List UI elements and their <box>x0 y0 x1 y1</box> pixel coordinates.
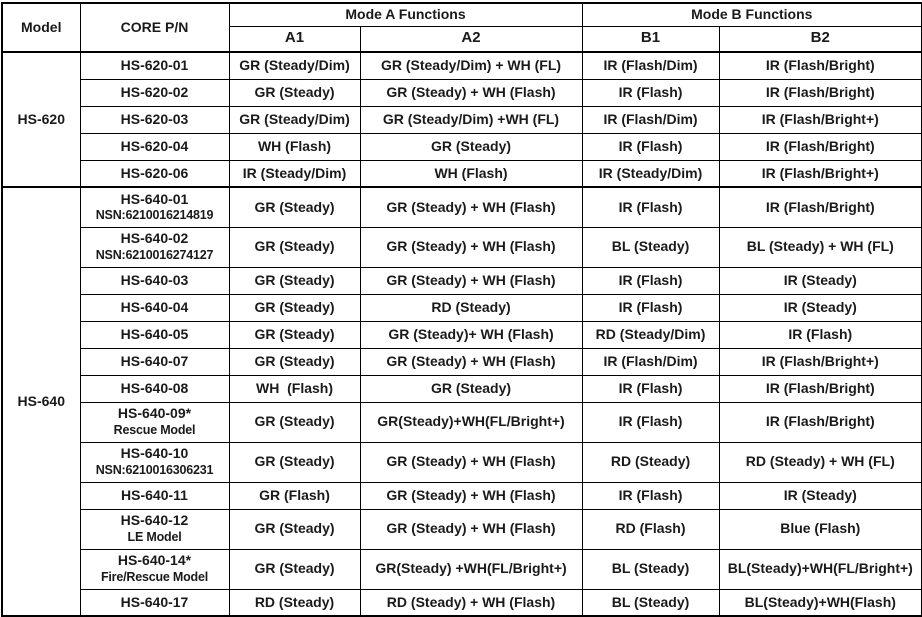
model-cell: HS-620 <box>2 52 80 187</box>
core-pn-number: HS-640-02 <box>120 230 189 247</box>
core-pn-cell <box>80 321 229 348</box>
core-pn-cell <box>80 549 229 589</box>
table-row <box>2 133 922 160</box>
b2-function-cell: BL(Steady)+WH(Flash) <box>719 589 922 616</box>
table-row <box>2 442 922 482</box>
core-pn-number: HS-640-04 <box>120 298 189 315</box>
b2-function-cell: IR (Flash) <box>719 321 922 348</box>
table-row <box>2 321 922 348</box>
b1-function-cell: BL (Steady) <box>582 549 719 589</box>
a2-function-cell: GR (Steady) + WH (Flash) <box>360 509 582 549</box>
a1-function-cell: GR (Steady) <box>229 227 360 267</box>
a1-function-cell: GR (Steady/Dim) <box>229 106 360 133</box>
b2-function-cell: IR (Steady) <box>719 267 922 294</box>
table-row <box>2 509 922 549</box>
b1-function-cell: IR (Flash/Dim) <box>582 52 719 79</box>
a1-function-cell: RD (Steady) <box>229 589 360 616</box>
core-pn-subtitle: LE Model <box>127 529 182 544</box>
table-row <box>2 160 922 187</box>
b1-function-cell: IR (Flash) <box>582 79 719 106</box>
b1-function-cell: IR (Flash) <box>582 133 719 160</box>
b1-function-cell: IR (Flash/Dim) <box>582 106 719 133</box>
a1-function-cell: WH (Flash) <box>229 375 360 402</box>
b1-function-cell: RD (Steady) <box>582 442 719 482</box>
table-row <box>2 187 922 227</box>
table-header <box>2 3 922 52</box>
a2-function-cell: GR (Steady) + WH (Flash) <box>360 442 582 482</box>
a1-function-cell: IR (Steady/Dim) <box>229 160 360 187</box>
a1-function-cell: GR (Steady/Dim) <box>229 52 360 79</box>
b1-function-cell: IR (Flash) <box>582 187 719 227</box>
a1-function-cell: GR (Steady) <box>229 348 360 375</box>
core-pn-number: HS-620-02 <box>120 83 189 100</box>
header-b1: B1 <box>582 26 719 52</box>
a1-function-cell: GR (Flash) <box>229 482 360 509</box>
a2-function-cell: GR(Steady) +WH(FL/Bright+) <box>360 549 582 589</box>
core-pn-number: HS-640-01 <box>120 190 189 207</box>
b2-function-cell: BL(Steady)+WH(FL/Bright+) <box>719 549 922 589</box>
a2-function-cell: GR (Steady/Dim) + WH (FL) <box>360 52 582 79</box>
core-pn-number: HS-640-10 <box>120 445 189 462</box>
table-row <box>2 106 922 133</box>
core-pn-cell <box>80 267 229 294</box>
table-row <box>2 348 922 375</box>
a1-function-cell: GR (Steady) <box>229 549 360 589</box>
table-row <box>2 549 922 589</box>
table-row <box>2 52 922 79</box>
table-row <box>2 294 922 321</box>
a2-function-cell: RD (Steady) + WH (Flash) <box>360 589 582 616</box>
core-pn-cell <box>80 52 229 79</box>
a2-function-cell: GR (Steady/Dim) +WH (FL) <box>360 106 582 133</box>
core-pn-number: HS-640-17 <box>120 593 189 610</box>
a2-function-cell: GR(Steady)+WH(FL/Bright+) <box>360 402 582 442</box>
a2-function-cell: GR (Steady) + WH (Flash) <box>360 348 582 375</box>
header-core-pn: CORE P/N <box>80 3 229 52</box>
core-pn-cell <box>80 133 229 160</box>
model-cell: HS-640 <box>2 187 80 616</box>
core-pn-number: HS-640-08 <box>120 379 189 396</box>
a2-function-cell: WH (Flash) <box>360 160 582 187</box>
a2-function-cell: GR (Steady) + WH (Flash) <box>360 187 582 227</box>
b2-function-cell: IR (Flash/Bright) <box>719 187 922 227</box>
b2-function-cell: Blue (Flash) <box>719 509 922 549</box>
b2-function-cell: IR (Steady) <box>719 482 922 509</box>
a1-function-cell: WH (Flash) <box>229 133 360 160</box>
a2-function-cell: GR (Steady) + WH (Flash) <box>360 267 582 294</box>
a1-function-cell: GR (Steady) <box>229 267 360 294</box>
a1-function-cell: GR (Steady) <box>229 402 360 442</box>
b1-function-cell: IR (Flash/Dim) <box>582 348 719 375</box>
core-pn-cell <box>80 348 229 375</box>
table-row <box>2 227 922 267</box>
core-pn-subtitle: NSN:6210016274127 <box>95 247 214 262</box>
a2-function-cell: GR (Steady) <box>360 133 582 160</box>
a1-function-cell: GR (Steady) <box>229 442 360 482</box>
core-pn-cell <box>80 79 229 106</box>
a1-function-cell: GR (Steady) <box>229 79 360 106</box>
a1-function-cell: GR (Steady) <box>229 294 360 321</box>
b1-function-cell: IR (Flash) <box>582 375 719 402</box>
core-pn-subtitle: NSN:6210016214819 <box>95 208 214 223</box>
b2-function-cell: IR (Flash/Bright) <box>719 52 922 79</box>
table-row <box>2 402 922 442</box>
core-pn-cell <box>80 160 229 187</box>
core-pn-cell <box>80 227 229 267</box>
b1-function-cell: IR (Flash) <box>582 294 719 321</box>
header-row-groups <box>2 3 922 26</box>
a1-function-cell: GR (Steady) <box>229 187 360 227</box>
core-pn-subtitle: Rescue Model <box>113 422 196 437</box>
core-pn-number: HS-620-01 <box>120 57 189 73</box>
b1-function-cell: IR (Flash) <box>582 267 719 294</box>
b2-function-cell: IR (Flash/Bright) <box>719 133 922 160</box>
a2-function-cell: GR (Steady) + WH (Flash) <box>360 227 582 267</box>
b2-function-cell: IR (Flash/Bright+) <box>719 106 922 133</box>
core-pn-number: HS-640-05 <box>120 325 189 342</box>
b1-function-cell: RD (Steady/Dim) <box>582 321 719 348</box>
core-pn-cell <box>80 509 229 549</box>
core-pn-cell <box>80 187 229 227</box>
table-row <box>2 589 922 616</box>
a2-function-cell: GR (Steady) + WH (Flash) <box>360 482 582 509</box>
core-pn-number: HS-640-12 <box>120 512 189 529</box>
core-pn-subtitle: NSN:6210016306231 <box>95 462 214 477</box>
b2-function-cell: IR (Flash/Bright) <box>719 375 922 402</box>
b2-function-cell: RD (Steady) + WH (FL) <box>719 442 922 482</box>
core-pn-subtitle: Fire/Rescue Model <box>100 569 209 584</box>
b2-function-cell: IR (Flash/Bright+) <box>719 160 922 187</box>
header-a2: A2 <box>360 26 582 52</box>
b1-function-cell: IR (Steady/Dim) <box>582 160 719 187</box>
table-row <box>2 267 922 294</box>
a2-function-cell: RD (Steady) <box>360 294 582 321</box>
core-pn-cell <box>80 589 229 616</box>
table-body <box>2 52 922 616</box>
core-pn-cell <box>80 294 229 321</box>
b2-function-cell: IR (Flash/Bright+) <box>719 348 922 375</box>
header-b2: B2 <box>719 26 922 52</box>
core-pn-number: HS-640-03 <box>120 271 189 288</box>
b1-function-cell: BL (Steady) <box>582 227 719 267</box>
table-row <box>2 79 922 106</box>
core-pn-number: HS-620-06 <box>120 164 189 181</box>
core-pn-number: HS-640-11 <box>121 486 188 503</box>
core-pn-cell <box>80 106 229 133</box>
b1-function-cell: IR (Flash) <box>582 402 719 442</box>
core-pn-cell <box>80 442 229 482</box>
core-pn-number: HS-640-09* <box>117 405 192 422</box>
header-a1: A1 <box>229 26 360 52</box>
a2-function-cell: GR (Steady) + WH (Flash) <box>360 79 582 106</box>
header-mode-a: Mode A Functions <box>229 3 582 26</box>
b2-function-cell: IR (Flash/Bright) <box>719 402 922 442</box>
b2-function-cell: BL (Steady) + WH (FL) <box>719 227 922 267</box>
core-pn-number: HS-640-14* <box>117 552 192 569</box>
header-model: Model <box>2 3 80 52</box>
core-pn-number: HS-640-07 <box>120 352 189 369</box>
core-pn-number: HS-620-03 <box>120 110 189 127</box>
a1-function-cell: GR (Steady) <box>229 509 360 549</box>
b1-function-cell: RD (Flash) <box>582 509 719 549</box>
b1-function-cell: IR (Flash) <box>582 482 719 509</box>
a1-function-cell: GR (Steady) <box>229 321 360 348</box>
header-mode-b: Mode B Functions <box>582 3 922 26</box>
core-pn-cell <box>80 402 229 442</box>
functions-table <box>1 2 922 617</box>
core-pn-number: HS-620-04 <box>120 137 189 154</box>
b1-function-cell: BL (Steady) <box>582 589 719 616</box>
b2-function-cell: IR (Flash/Bright) <box>719 79 922 106</box>
b2-function-cell: IR (Steady) <box>719 294 922 321</box>
a2-function-cell: GR (Steady) <box>360 375 582 402</box>
table-row <box>2 375 922 402</box>
core-pn-cell <box>80 482 229 509</box>
core-pn-cell <box>80 375 229 402</box>
a2-function-cell: GR (Steady)+ WH (Flash) <box>360 321 582 348</box>
table-row <box>2 482 922 509</box>
